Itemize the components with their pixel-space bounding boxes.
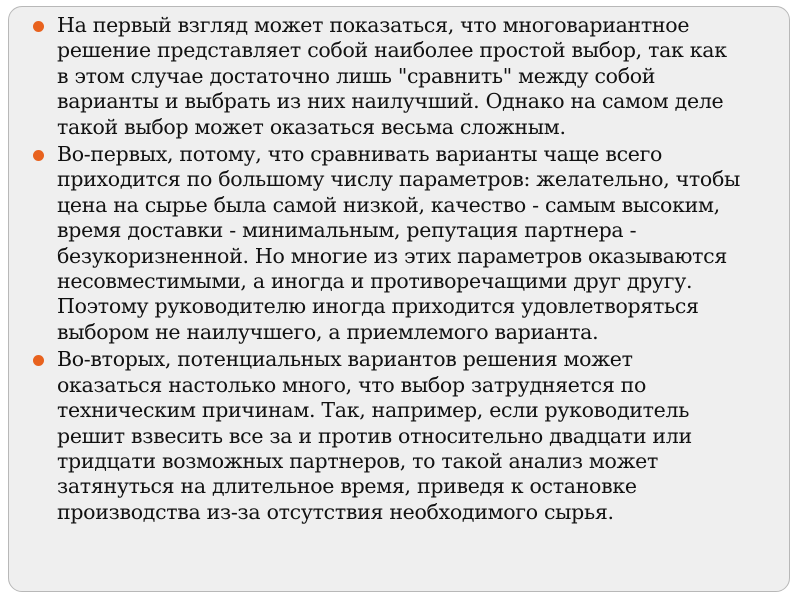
paragraph-text-3 [57,347,789,525]
bullet-paragraph-2 [29,142,789,345]
text-line: На первый взгляд может показаться, что многовариантное [57,13,690,37]
bullet-dot-icon [33,21,44,32]
text-line: затянуться на длительное время, приведя к остановке [57,474,637,499]
text-line: Поэтому руководителю иногда приходится удовлетворяться [57,294,699,319]
bullet-dot-icon [33,355,44,366]
text-line: техническим причинам. Так, например, если руководитель [57,398,690,423]
slide-panel [8,6,790,592]
paragraph-text-2 [57,142,789,345]
text-line: Во-первых, потому, что сравнивать варианты чаще всего [57,142,663,167]
text-line: приходится по большому числу параметров: желательно, чтобы [57,167,741,192]
slide-content [29,13,789,527]
text-line: несовместимыми, а иногда и противоречащими друг другу. [57,269,693,294]
bullet-paragraph-3 [29,347,789,525]
bullet-paragraph-1 [29,13,789,140]
text-line: безукоризненной. Но многие из этих параметров оказываются [57,243,727,268]
text-line: цена на сырье была самой низкой, качество - самым высоким, [57,192,720,217]
text-line: в этом случае достаточно лишь "сравнить" между собой [57,63,656,88]
text-line: такой выбор может оказаться весьма сложным. [57,114,566,139]
paragraph-text-1 [57,13,789,140]
text-line: варианты и выбрать из них наилучший. Однако на самом деле [57,89,724,114]
text-line: производства из-за отсутствия необходимого сырья. [57,499,614,524]
text-line: решение представляет собой наиболее простой выбор, так как [57,38,727,63]
text-line: тридцати возможных партнеров, то такой анализ может [57,448,659,473]
text-line: время доставки - минимальным, репутация партнера - [57,218,637,243]
bullet-dot-icon [33,150,44,161]
text-line: оказаться настолько много, что выбор затрудняется по [57,372,647,397]
text-line: выбором не наилучшего, а приемлемого варианта. [57,319,599,344]
text-line: решит взвесить все за и против относительно двадцати или [57,423,692,448]
text-line: Во-вторых, потенциальных вариантов решения может [57,347,633,372]
